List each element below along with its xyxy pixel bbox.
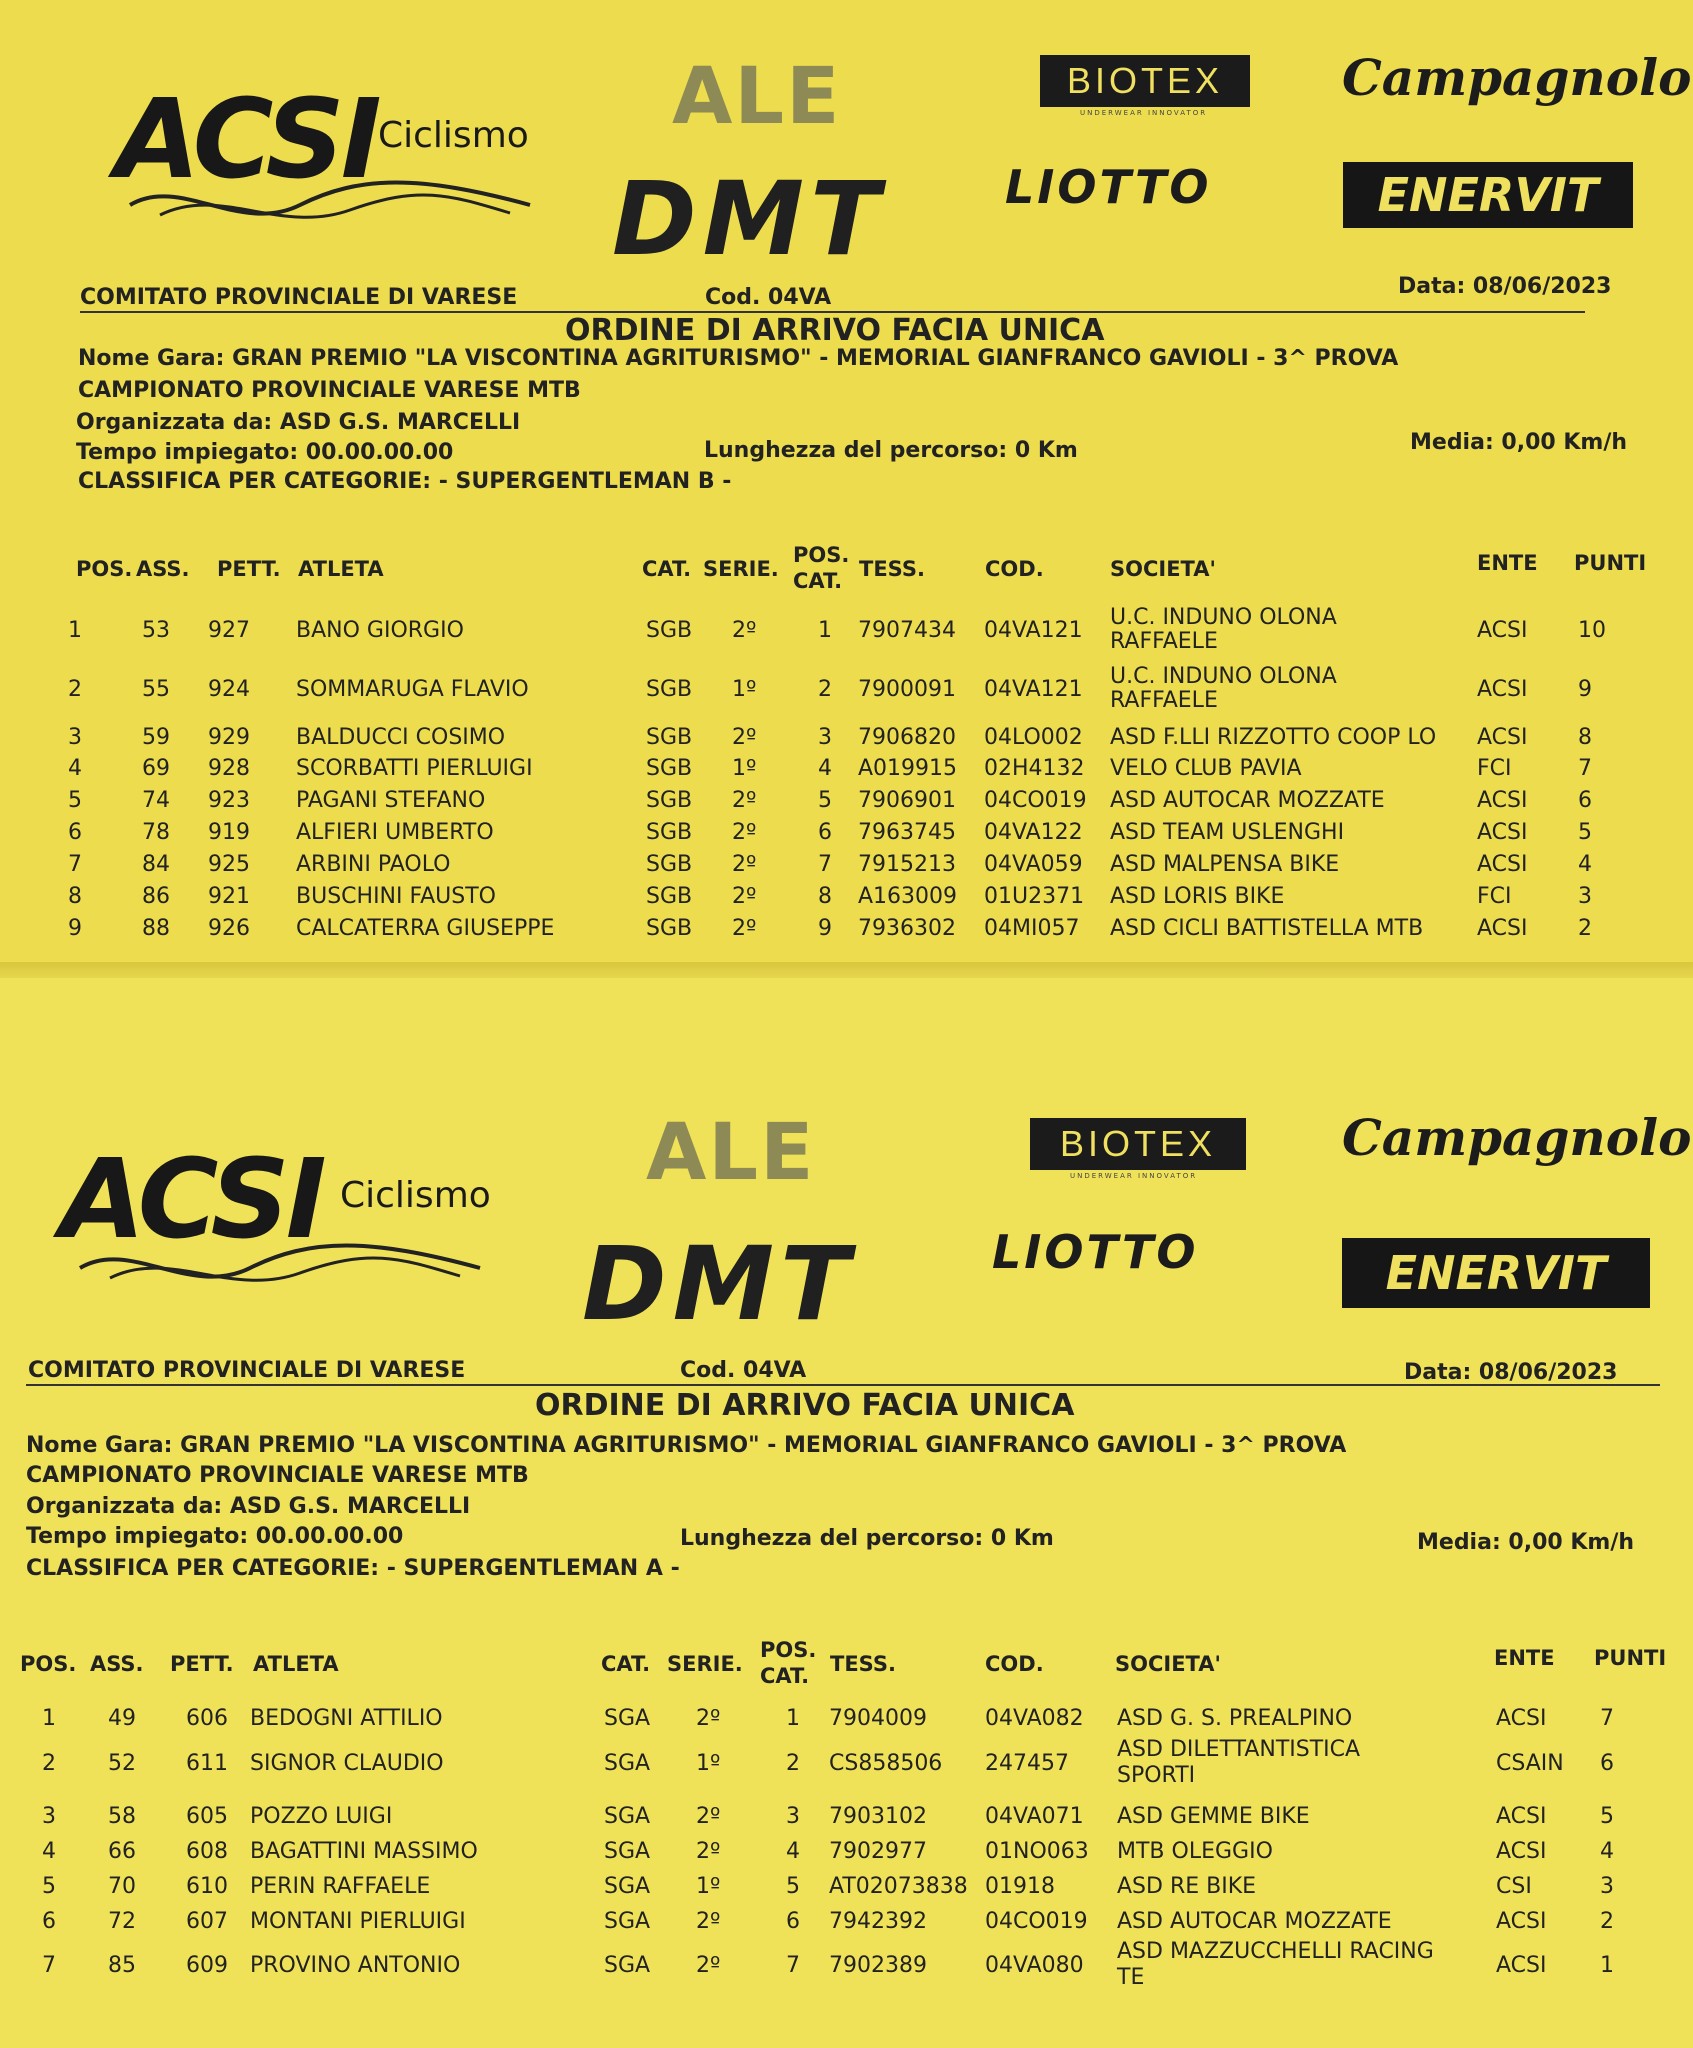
cell-tess: AT02073838 [829,1874,968,1899]
cell-societa: ASD MAZZUCCHELLI RACING [1117,1939,1434,1964]
cell-cat: SGA [604,1706,651,1731]
biotex-tagline: UNDERWEAR INNOVATOR [1070,1172,1198,1180]
cell-ass: 78 [142,820,170,845]
acsi-ciclismo-label: Ciclismo [340,1175,491,1216]
cell-tess: 7915213 [858,852,956,877]
cell-punti: 4 [1578,852,1592,877]
cell-serie: 2º [732,916,757,941]
biotex-logo: BIOTEX [1040,55,1250,107]
col-header-societa: SOCIETA' [1110,557,1216,581]
cell-punti: 3 [1578,884,1592,909]
cell-poscat: 3 [786,1804,800,1829]
cell-cod: 04VA121 [984,618,1083,643]
cell-tess: A163009 [858,884,958,909]
cell-ass: 70 [108,1874,136,1899]
cell-ente: ACSI [1477,725,1528,750]
time-taken: Tempo impiegato: 00.00.00.00 [26,1524,404,1549]
cell-ente: ACSI [1496,1953,1547,1978]
biotex-tagline: UNDERWEAR INNOVATOR [1080,109,1208,117]
cell-societa: ASD TEAM USLENGHI [1110,820,1345,845]
cell-societa: ASD F.LLI RIZZOTTO COOP LO [1110,725,1437,750]
cell-atleta: SCORBATTI PIERLUIGI [296,756,533,781]
col-header-ente: ENTE [1477,551,1538,575]
cell-pos: 5 [42,1874,56,1899]
cell-atleta: POZZO LUIGI [250,1804,393,1829]
cell-societa: ASD DILETTANTISTICA [1117,1737,1361,1762]
cell-cod: 02H4132 [984,756,1085,781]
acsi-swirl-icon [70,1238,490,1298]
cell-pett: 927 [208,618,250,643]
cell-punti: 5 [1600,1804,1614,1829]
cell-cod: 04CO019 [985,1909,1088,1934]
col-header-ente: ENTE [1494,1646,1555,1670]
col-header-cod: COD. [985,1652,1044,1676]
ale-logo: ALE [672,52,842,142]
cell-ass: 58 [108,1804,136,1829]
cell-pett: 928 [208,756,250,781]
campagnolo-logo: Campagnolo [1342,48,1692,107]
cell-poscat: 5 [786,1874,800,1899]
cell-cat: SGA [604,1839,651,1864]
col-header-poscat-bottom: CAT. [793,569,843,593]
cell-tess: 7902389 [829,1953,927,1978]
cell-pos: 9 [68,916,82,941]
cell-punti: 2 [1600,1909,1614,1934]
cell-serie: 1º [696,1751,721,1776]
col-header-pos: POS. [76,557,133,581]
committee-code: Cod. 04VA [680,1358,807,1383]
col-header-pett: PETT. [217,557,281,581]
acsi-swirl-icon [120,175,540,235]
cell-pett: 921 [208,884,250,909]
cell-ente: ACSI [1496,1839,1547,1864]
cell-cat: SGB [646,618,693,643]
cell-pos: 1 [42,1706,56,1731]
cell-ass: 66 [108,1839,136,1864]
average-speed: Media: 0,00 Km/h [1417,1530,1635,1555]
cell-pos: 5 [68,788,82,813]
cell-serie: 2º [696,1953,721,1978]
committee-name: COMITATO PROVINCIALE DI VARESE [80,285,518,310]
cell-poscat: 2 [818,677,832,702]
cell-cat: SGB [646,788,693,813]
cell-punti: 6 [1600,1751,1614,1776]
cell-societa: U.C. INDUNO OLONA [1110,664,1337,689]
cell-cat: SGB [646,756,693,781]
cell-atleta: BEDOGNI ATTILIO [250,1706,443,1731]
cell-pos: 1 [68,618,82,643]
header-underline [26,1384,1660,1386]
cell-ente: ACSI [1477,916,1528,941]
cell-pos: 7 [42,1953,56,1978]
cell-serie: 2º [732,618,757,643]
cell-pett: 924 [208,677,250,702]
cell-tess: CS858506 [829,1751,943,1776]
cell-punti: 5 [1578,820,1592,845]
dmt-logo: DMT [612,160,886,279]
cell-serie: 2º [696,1909,721,1934]
cell-ente: FCI [1477,756,1512,781]
cell-cod: 04LO002 [984,725,1083,750]
cell-societa: ASD GEMME BIKE [1117,1804,1310,1829]
cell-cat: SGA [604,1804,651,1829]
col-header-poscat-bottom: CAT. [760,1664,810,1688]
cell-cod: 04VA059 [984,852,1083,877]
cell-atleta: PROVINO ANTONIO [250,1953,461,1978]
cell-poscat: 4 [786,1839,800,1864]
cell-serie: 2º [732,725,757,750]
col-header-tess: TESS. [830,1652,896,1676]
cell-ente: ACSI [1477,618,1528,643]
cell-atleta: BALDUCCI COSIMO [296,725,506,750]
cell-tess: 7906820 [858,725,956,750]
cell-ente: ACSI [1496,1804,1547,1829]
category-ranking: CLASSIFICA PER CATEGORIE: - SUPERGENTLEMAN A - [26,1556,680,1581]
cell-punti: 2 [1578,916,1592,941]
cell-societa: ASD CICLI BATTISTELLA MTB [1110,916,1424,941]
col-header-cat: CAT. [601,1652,651,1676]
cell-societa: VELO CLUB PAVIA [1110,756,1302,781]
cell-cat: SGB [646,677,693,702]
cell-tess: 7942392 [829,1909,927,1934]
cell-atleta: ALFIERI UMBERTO [296,820,494,845]
cell-cod: 247457 [985,1751,1069,1776]
cell-tess: 7903102 [829,1804,927,1829]
cell-punti: 7 [1578,756,1592,781]
cell-poscat: 6 [786,1909,800,1934]
cell-poscat: 5 [818,788,832,813]
championship-name: CAMPIONATO PROVINCIALE VARESE MTB [26,1463,529,1488]
biotex-logo: BIOTEX [1030,1118,1246,1170]
col-header-pett: PETT. [170,1652,234,1676]
course-length: Lunghezza del percorso: 0 Km [680,1526,1054,1551]
race-name: Nome Gara: GRAN PREMIO "LA VISCONTINA AGRITURISMO" - MEMORIAL GIANFRANCO GAVIOLI - 3^ PROVA [78,346,1399,371]
cell-societa-line2: SPORTI [1117,1763,1196,1788]
cell-cat: SGB [646,725,693,750]
cell-cat: SGB [646,884,693,909]
cell-serie: 2º [696,1839,721,1864]
col-header-ass: ASS. [136,557,190,581]
cell-cod: 04VA121 [984,677,1083,702]
cell-atleta: PERIN RAFFAELE [250,1874,431,1899]
report-title: ORDINE DI ARRIVO FACIA UNICA [535,1388,1075,1423]
cell-pos: 3 [68,725,82,750]
enervit-logo: ENERVIT [1342,1238,1650,1308]
cell-ass: 55 [142,677,170,702]
committee-name: COMITATO PROVINCIALE DI VARESE [28,1358,466,1383]
cell-societa-line2: RAFFAELE [1110,629,1218,654]
liotto-logo: LIOTTO [992,1225,1199,1279]
race-name: Nome Gara: GRAN PREMIO "LA VISCONTINA AGRITURISMO" - MEMORIAL GIANFRANCO GAVIOLI - 3^ PROVA [26,1433,1347,1458]
cell-societa: ASD G. S. PREALPINO [1117,1706,1353,1731]
cell-pos: 4 [42,1839,56,1864]
cell-punti: 9 [1578,677,1592,702]
cell-ente: ACSI [1477,677,1528,702]
col-header-cod: COD. [985,557,1044,581]
cell-pos: 8 [68,884,82,909]
cell-ente: CSAIN [1496,1751,1564,1776]
report-title: ORDINE DI ARRIVO FACIA UNICA [565,313,1105,348]
cell-tess: 7907434 [858,618,956,643]
cell-ass: 74 [142,788,170,813]
cell-ass: 52 [108,1751,136,1776]
cell-serie: 2º [696,1804,721,1829]
cell-punti: 3 [1600,1874,1614,1899]
cell-societa: U.C. INDUNO OLONA [1110,605,1337,630]
cell-cod: 04CO019 [984,788,1087,813]
organizer: Organizzata da: ASD G.S. MARCELLI [26,1494,471,1519]
cell-punti: 7 [1600,1706,1614,1731]
championship-name: CAMPIONATO PROVINCIALE VARESE MTB [78,378,581,403]
cell-societa: ASD AUTOCAR MOZZATE [1117,1909,1392,1934]
enervit-logo: ENERVIT [1343,162,1633,228]
cell-cod: 04VA082 [985,1706,1084,1731]
report-date: Data: 08/06/2023 [1404,1360,1618,1385]
cell-tess: 7904009 [829,1706,927,1731]
cell-poscat: 7 [818,852,832,877]
cell-societa: ASD AUTOCAR MOZZATE [1110,788,1385,813]
cell-cat: SGA [604,1751,651,1776]
col-header-tess: TESS. [859,557,925,581]
cell-ass: 53 [142,618,170,643]
col-header-punti: PUNTI [1574,551,1647,575]
cell-tess: 7906901 [858,788,956,813]
cell-ass: 59 [142,725,170,750]
time-taken: Tempo impiegato: 00.00.00.00 [76,440,454,465]
cell-tess: 7900091 [858,677,956,702]
cell-tess: A019915 [858,756,958,781]
cell-poscat: 1 [786,1706,800,1731]
cell-cat: SGB [646,916,693,941]
cell-ass: 85 [108,1953,136,1978]
acsi-ciclismo-label: Ciclismo [378,115,529,156]
cell-serie: 2º [732,884,757,909]
cell-societa: ASD MALPENSA BIKE [1110,852,1340,877]
acsi-logo: ACSI [60,1135,323,1263]
cell-punti: 10 [1578,618,1606,643]
cell-ente: FCI [1477,884,1512,909]
cell-pos: 7 [68,852,82,877]
cell-atleta: MONTANI PIERLUIGI [250,1909,466,1934]
cell-atleta: BUSCHINI FAUSTO [296,884,496,909]
report-date: Data: 08/06/2023 [1398,274,1612,299]
cell-punti: 8 [1578,725,1592,750]
campagnolo-logo: Campagnolo [1342,1108,1692,1167]
cell-ass: 88 [142,916,170,941]
cell-punti: 1 [1600,1953,1614,1978]
cell-cod: 01918 [985,1874,1055,1899]
category-ranking: CLASSIFICA PER CATEGORIE: - SUPERGENTLEMAN B - [78,469,732,494]
cell-pos: 4 [68,756,82,781]
average-speed: Media: 0,00 Km/h [1410,430,1628,455]
cell-tess: 7963745 [858,820,956,845]
cell-serie: 2º [696,1706,721,1731]
cell-cat: SGB [646,820,693,845]
cell-poscat: 1 [818,618,832,643]
cell-serie: 1º [732,756,757,781]
cell-cod: 04VA122 [984,820,1083,845]
cell-atleta: BANO GIORGIO [296,618,464,643]
cell-cat: SGA [604,1874,651,1899]
cell-serie: 2º [732,820,757,845]
col-header-societa: SOCIETA' [1115,1652,1221,1676]
col-header-serie: SERIE. [667,1652,743,1676]
cell-atleta: SIGNOR CLAUDIO [250,1751,444,1776]
cell-societa: ASD RE BIKE [1117,1874,1257,1899]
cell-poscat: 9 [818,916,832,941]
cell-ente: CSI [1496,1874,1532,1899]
cell-tess: 7936302 [858,916,956,941]
liotto-logo: LIOTTO [1005,160,1212,214]
cell-pett: 926 [208,916,250,941]
cell-ente: ACSI [1477,852,1528,877]
cell-ass: 69 [142,756,170,781]
cell-pett: 608 [186,1839,228,1864]
cell-pos: 6 [42,1909,56,1934]
cell-societa: MTB OLEGGIO [1117,1839,1273,1864]
cell-ente: ACSI [1477,788,1528,813]
cell-atleta: PAGANI STEFANO [296,788,486,813]
cell-serie: 1º [696,1874,721,1899]
cell-societa-line2: RAFFAELE [1110,688,1218,713]
cell-punti: 4 [1600,1839,1614,1864]
col-header-poscat-top: POS. [793,543,850,567]
cell-ente: ACSI [1496,1909,1547,1934]
course-length: Lunghezza del percorso: 0 Km [704,438,1078,463]
cell-cod: 04MI057 [984,916,1080,941]
cell-atleta: SOMMARUGA FLAVIO [296,677,529,702]
cell-pett: 605 [186,1804,228,1829]
cell-pett: 929 [208,725,250,750]
col-header-pos: POS. [20,1652,77,1676]
col-header-atleta: ATLETA [298,557,384,581]
cell-ente: ACSI [1496,1706,1547,1731]
cell-atleta: ARBINI PAOLO [296,852,451,877]
cell-tess: 7902977 [829,1839,927,1864]
committee-code: Cod. 04VA [705,285,832,310]
cell-atleta: CALCATERRA GIUSEPPE [296,916,555,941]
cell-ass: 49 [108,1706,136,1731]
ale-logo: ALE [646,1108,816,1198]
cell-poscat: 2 [786,1751,800,1776]
cell-poscat: 7 [786,1953,800,1978]
col-header-serie: SERIE. [703,557,779,581]
col-header-poscat-top: POS. [760,1638,817,1662]
cell-serie: 2º [732,788,757,813]
cell-poscat: 3 [818,725,832,750]
cell-cod: 01NO063 [985,1839,1089,1864]
col-header-atleta: ATLETA [253,1652,339,1676]
acsi-logo: ACSI [115,75,378,203]
cell-cat: SGA [604,1953,651,1978]
cell-serie: 2º [732,852,757,877]
cell-pos: 2 [42,1751,56,1776]
cell-pett: 606 [186,1706,228,1731]
cell-ass: 72 [108,1909,136,1934]
col-header-ass: ASS. [90,1652,144,1676]
col-header-punti: PUNTI [1594,1646,1667,1670]
cell-pett: 607 [186,1909,228,1934]
cell-pos: 2 [68,677,82,702]
cell-poscat: 6 [818,820,832,845]
cell-societa: ASD LORIS BIKE [1110,884,1285,909]
cell-pett: 609 [186,1953,228,1978]
cell-atleta: BAGATTINI MASSIMO [250,1839,478,1864]
cell-ass: 84 [142,852,170,877]
cell-poscat: 8 [818,884,832,909]
col-header-cat: CAT. [642,557,692,581]
cell-pett: 923 [208,788,250,813]
cell-pett: 611 [186,1751,228,1776]
organizer: Organizzata da: ASD G.S. MARCELLI [76,410,521,435]
cell-pett: 610 [186,1874,228,1899]
cell-pett: 925 [208,852,250,877]
cell-cod: 01U2371 [984,884,1085,909]
cell-cat: SGB [646,852,693,877]
cell-cat: SGA [604,1909,651,1934]
dmt-logo: DMT [582,1225,856,1344]
cell-pos: 6 [68,820,82,845]
cell-cod: 04VA071 [985,1804,1084,1829]
cell-punti: 6 [1578,788,1592,813]
cell-ass: 86 [142,884,170,909]
cell-ente: ACSI [1477,820,1528,845]
cell-pett: 919 [208,820,250,845]
cell-cod: 04VA080 [985,1953,1084,1978]
cell-serie: 1º [732,677,757,702]
cell-societa-line2: TE [1117,1965,1145,1990]
cell-poscat: 4 [818,756,832,781]
cell-pos: 3 [42,1804,56,1829]
